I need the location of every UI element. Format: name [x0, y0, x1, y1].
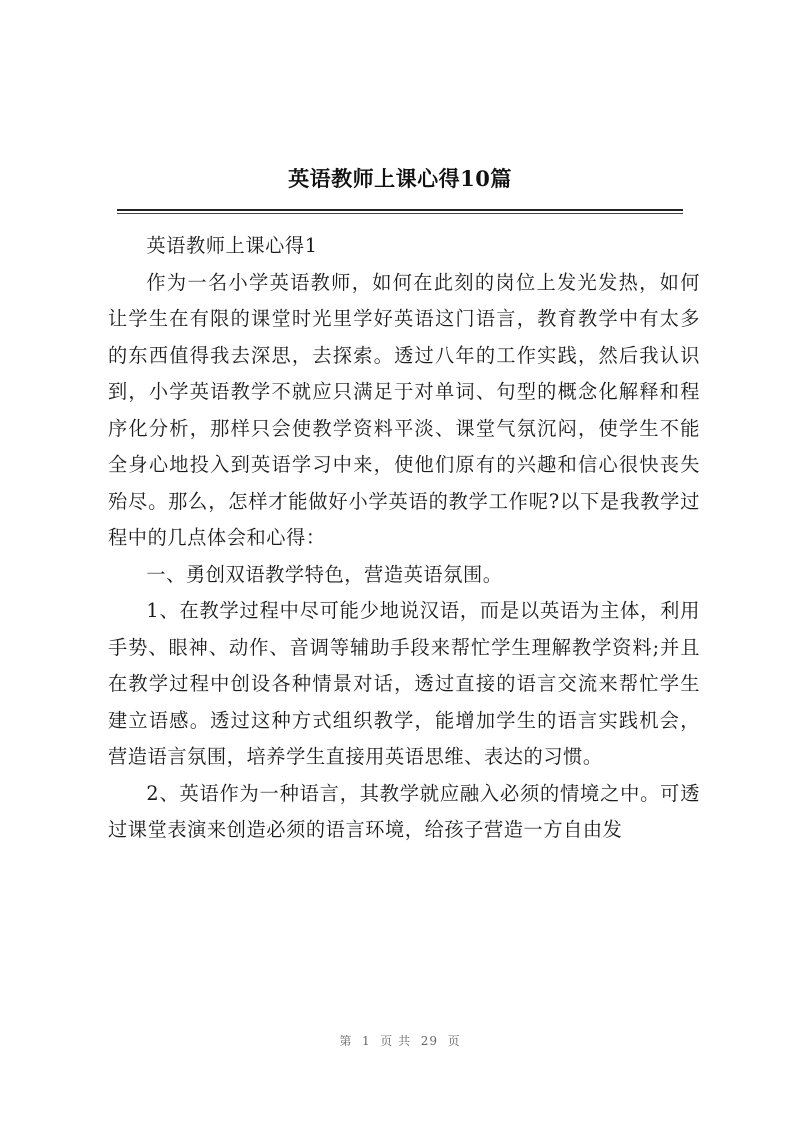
body-paragraph: 作为一名小学英语教师，如何在此刻的岗位上发光发热，如何让学生在有限的课堂时光里学好英语这门语言，教育教学中有太多的东西值得我去深思，去探索。透过八年的工作实践，然后我认识到，小学英语教学不就应只满足于对单词、句型的概念化解释和程序化分析，那样只会使教学资料平淡、课堂气氛沉闷，使学生不能全身心地投入到英语学习中来，使他们原有的兴趣和信心很快丧失殆尽。那么，怎样才能做好小学英语的教学工作呢?以下是我教学过程中的几点体会和心得：	[108, 270, 700, 549]
document-title: 英语教师上课心得10篇	[288, 166, 512, 191]
title-divider-thin	[117, 213, 683, 214]
page-number-footer: 第 1 页 共 29 页	[339, 1034, 461, 1048]
body-paragraph: 1、在教学过程中尽可能少地说汉语，而是以英语为主体，利用手势、眼神、动作、音调等辅助手段来帮忙学生理解教学资料;并且在教学过程中创设各种情景对话，透过直接的语言交流来帮忙学生建立语感。透过这种方式组织教学，能增加学生的语言实践机会，营造语言氛围，培养学生直接用英语思维、表达的习惯。	[108, 599, 700, 768]
body-paragraph: 2、英语作为一种语言，其教学就应融入必须的情境之中。可透过课堂表演来创造必须的语言环境，给孩子营造一方自由发	[108, 781, 700, 841]
title-divider-thick	[117, 209, 683, 211]
document-body	[108, 228, 700, 849]
subsection-heading: 一、勇创双语教学特色，营造英语氛围。	[146, 562, 503, 586]
section-heading: 英语教师上课心得1	[146, 234, 318, 257]
